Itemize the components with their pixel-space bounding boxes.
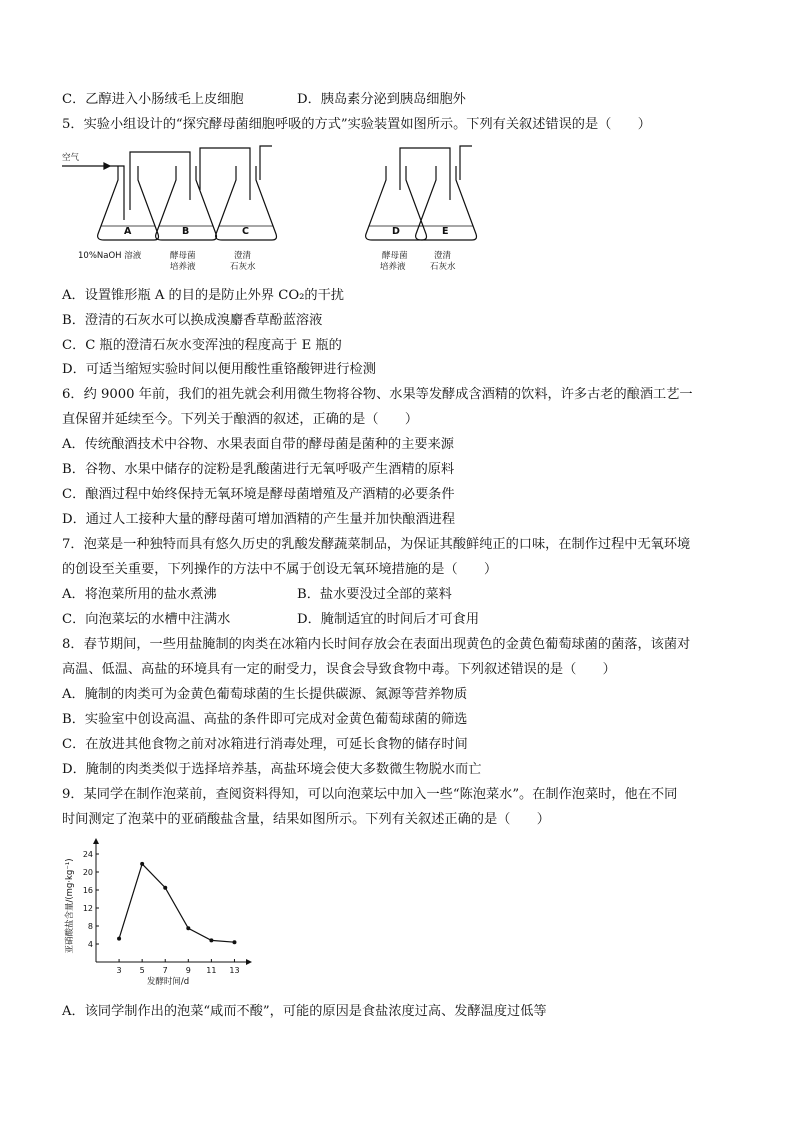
flask-letter-a: A [124,226,132,237]
q8-option-c: C．在放进其他食物之前对冰箱进行消毒处理，可延长食物的储存时间 [62,737,468,752]
chart-data-point [117,937,121,941]
chart-y-axis-label: 亚硝酸盐含量/(mg·kg⁻¹) [65,858,75,954]
q7-stem-line-1: 7．泡菜是一种独特而具有悠久历史的乳酸发酵蔬菜制品，为保证其酸鲜纯正的口味，在制作过程中无氧环境 [62,537,691,552]
q6-option-a: A．传统酿酒技术中谷物、水果表面自带的酵母菌是菌种的主要来源 [62,437,454,452]
q8-stem-line-1: 8．春节期间，一些用盐腌制的肉类在冰箱内长时间存放会在表面出现黄色的金黄色葡萄球菌的菌落，该菌对 [62,637,691,652]
q4-option-d: D．胰岛素分泌到胰岛细胞外 [297,92,466,107]
label-b-1: 酵母菌 [170,251,196,261]
q5-stem: 5．实验小组设计的“探究酵母菌细胞呼吸的方式”实验装置如图所示。下列有关叙述错误的是（ ） [62,117,651,132]
q7-option-b: B．盐水要没过全部的菜料 [297,587,452,602]
q7-option-c: C．向泡菜坛的水槽中注满水 [62,612,231,627]
q6-option-b: B．谷物、水果中储存的淀粉是乳酸菌进行无氧呼吸产生酒精的原料 [62,462,455,477]
chart-series-line [119,864,234,942]
chart-x-axis-label: 发酵时间/d [146,977,190,987]
flask-letter-b: B [182,226,190,237]
q5-apparatus-figure [60,140,490,280]
chart-x-tick-label: 11 [206,966,217,975]
chart-y-tick-label: 8 [87,922,93,931]
q6-option-d: D．通过人工接种大量的酵母菌可增加酒精的产生量并加快酿酒进程 [62,512,456,527]
tube-e-out [460,146,472,180]
label-d-1: 酵母菌 [382,251,408,261]
q8-option-d: D．腌制的肉类类似于选择培养基，高盐环境会使大多数微生物脱水而亡 [62,762,482,777]
label-c-2: 石灰水 [230,262,256,272]
q8-option-a: A．腌制的肉类可为金黄色葡萄球菌的生长提供碳源、氮源等营养物质 [62,687,468,702]
chart-data-point [232,940,236,944]
label-b-2: 培养液 [170,262,196,272]
q7-option-d: D．腌制适宜的时间后才可食用 [297,612,480,627]
chart-y-tick-label: 24 [82,850,93,859]
q9-nitrite-chart [62,838,262,988]
tube-b-c [200,148,250,200]
q7-stem-line-2: 的创设至关重要，下列操作的方法中不属于创设无氧环境措施的是（ ） [62,562,498,577]
q9-option-a: A．该同学制作出的泡菜“咸而不酸”，可能的原因是食盐浓度过高、发酵温度过低等 [62,1004,547,1019]
chart-y-tick-label: 20 [82,868,93,877]
q5-option-d: D．可适当缩短实验时间以便用酸性重铬酸钾进行检测 [62,362,376,377]
air-label: 空气 [62,153,80,163]
label-e-2: 石灰水 [430,262,456,272]
chart-y-tick-label: 4 [87,940,93,949]
chart-x-tick-label: 7 [162,966,168,975]
q6-stem-line-2: 直保留并延续至今。下列关于酿酒的叙述，正确的是（ ） [62,412,419,427]
chart-x-tick-label: 5 [139,966,145,975]
chart-x-tick-label: 13 [229,966,240,975]
tube-a-in [110,166,124,220]
chart-y-axis-arrow [93,838,99,844]
chart-x-tick-label: 9 [185,966,191,975]
label-a: 10%NaOH 溶液 [78,251,142,261]
q9-stem-line-1: 9．某同学在制作泡菜前，查阅资料得知，可以向泡菜坛中加入一些“陈泡菜水”。在制作泡菜时，他在不同 [62,787,678,802]
q9-stem-line-2: 时间测定了泡菜中的亚硝酸盐含量，结果如图所示。下列有关叙述正确的是（ ） [62,812,550,827]
tube-c-out [260,146,272,180]
label-e-1: 澄清 [434,251,452,261]
label-c-1: 澄清 [234,251,252,261]
q6-stem-line-1: 6．约 9000 年前，我们的祖先就会利用微生物将谷物、水果等发酵成含酒精的饮料，许多古老的酿酒工艺一 [62,387,693,402]
flask-letter-d: D [392,226,400,237]
q7-option-a: A．将泡菜所用的盐水煮沸 [62,587,217,602]
air-arrow-head [104,163,110,169]
chart-data-point [209,938,213,942]
q4-option-c: C．乙醇进入小肠绒毛上皮细胞 [62,92,244,107]
label-d-2: 培养液 [380,262,406,272]
q6-option-c: C．酿酒过程中始终保持无氧环境是酵母菌增殖及产酒精的必要条件 [62,487,455,502]
chart-x-tick-label: 3 [116,966,122,975]
q8-option-b: B．实验室中创设高温、高盐的条件即可完成对金黄色葡萄球菌的筛选 [62,712,468,727]
chart-x-axis-arrow [246,959,252,965]
chart-y-tick-label: 16 [82,886,93,895]
chart-data-point [186,926,190,930]
chart-data-point [140,862,144,866]
q5-option-c: C．C 瓶的澄清石灰水变浑浊的程度高于 E 瓶的 [62,338,342,353]
q5-option-b: B．澄清的石灰水可以换成溴麝香草酚蓝溶液 [62,313,323,328]
q8-stem-line-2: 高温、低温、高盐的环境具有一定的耐受力，误食会导致食物中毒。下列叙述错误的是（ ） [62,662,616,677]
flask-letter-c: C [242,226,249,237]
chart-y-tick-label: 12 [82,904,93,913]
tube-d-e [400,148,450,200]
flask-letter-e: E [442,226,449,237]
chart-data-point [163,886,167,890]
q5-option-a: A．设置锥形瓶 A 的目的是防止外界 CO₂的干扰 [62,288,344,303]
